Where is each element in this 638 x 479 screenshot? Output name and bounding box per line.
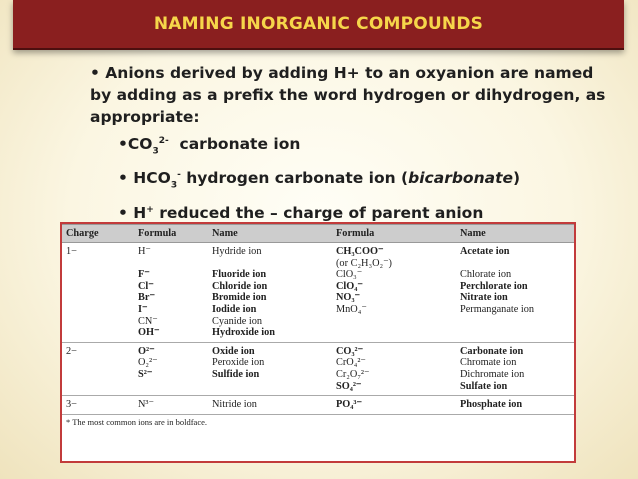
formula-cell: NO₃⁻ — [336, 292, 360, 304]
name-cell: Hydride ion — [212, 246, 262, 257]
formula-cell: F⁻ — [138, 269, 150, 281]
table-row — [62, 369, 574, 381]
name-cell: Perchlorate ion — [460, 280, 528, 292]
carbonate-bullet: $•CO_3^{2-}$ carbonate ion — [118, 135, 301, 157]
name-cell: Cyanide ion — [212, 315, 263, 327]
table-footnote: * The most common ions are in boldface. — [66, 416, 208, 427]
name-cell: Fluoride ion — [212, 269, 267, 281]
formula-cell: PO₄³⁻ — [332, 396, 456, 415]
charge-cell — [62, 327, 134, 342]
formula-cell: CH₃COO⁻ — [336, 246, 384, 257]
table-row — [62, 304, 574, 316]
formula-cell: CO₃²⁻ — [336, 345, 364, 357]
table-row — [62, 243, 574, 258]
charge-cell — [62, 381, 134, 396]
name-cell: Carbonate ion — [460, 345, 524, 357]
name-cell — [456, 258, 574, 270]
header-formula: Formula — [134, 225, 208, 243]
formula-cell — [134, 381, 208, 396]
table-row — [62, 269, 574, 281]
table-header — [62, 225, 574, 243]
table-row — [62, 396, 574, 415]
charge-cell — [62, 304, 134, 316]
formula-cell: Cr₂O₇²⁻ — [336, 368, 370, 380]
formula-cell: OH⁻ — [134, 327, 208, 342]
table-row — [62, 357, 574, 369]
name-cell — [456, 327, 574, 342]
name-cell: Bromide ion — [212, 292, 267, 304]
formula-cell: S²⁻ — [138, 368, 153, 380]
formula-cell: ClO₄⁻ — [336, 280, 363, 292]
header-charge: Charge — [62, 225, 134, 243]
table-row — [62, 292, 574, 304]
formula-cell: Cl⁻ — [138, 280, 154, 292]
table-row — [62, 316, 574, 328]
name-cell: Nitrate ion — [460, 292, 508, 304]
anion-table — [60, 222, 576, 463]
name-cell: Chlorate ion — [460, 269, 512, 281]
title-bar — [13, 0, 624, 50]
bicarbonate-bullet: • $HCO_3^-$ hydrogen carbonate ion (bicarbonate) — [118, 169, 521, 191]
table-row — [62, 342, 574, 357]
table-body — [62, 243, 574, 429]
charge-cell — [62, 292, 134, 304]
name-cell: Dichromate ion — [460, 368, 525, 380]
name-cell: Phosphate ion — [456, 396, 574, 415]
charge-group — [62, 342, 574, 395]
name-cell: Chloride ion — [212, 280, 268, 292]
name-cell: Chromate ion — [460, 357, 517, 369]
name-cell: Sulfate ion — [456, 381, 574, 396]
charge-cell — [62, 258, 134, 270]
formula-cell: (or C₂H₃O₂⁻) — [336, 257, 392, 269]
table-row — [62, 381, 574, 396]
formula-cell: SO₄²⁻ — [332, 381, 456, 396]
charge-group — [62, 396, 574, 415]
formula-cell: MnO₄⁻ — [336, 303, 367, 315]
charge-group — [62, 243, 574, 342]
name-cell — [208, 258, 332, 270]
header-name: Name — [208, 225, 332, 243]
table-row — [62, 281, 574, 293]
name-cell: Permanganate ion — [460, 303, 535, 315]
formula-cell: H⁻ — [138, 246, 151, 257]
name-cell: Nitride ion — [208, 396, 332, 415]
hydrogen-bullet: • H+ reduced the – charge of parent anion — [118, 203, 484, 222]
charge-cell — [62, 316, 134, 328]
charge-cell: 3− — [62, 396, 134, 415]
charge-cell — [62, 357, 134, 369]
formula-cell: O₂²⁻ — [138, 357, 158, 369]
slide-title: NAMING INORGANIC COMPOUNDS — [153, 14, 484, 34]
name-cell: Oxide ion — [212, 345, 255, 357]
bullet-list — [90, 62, 610, 224]
charge-cell — [62, 281, 134, 293]
table-row — [62, 327, 574, 342]
formula-cell: I⁻ — [138, 303, 148, 315]
name-cell — [456, 316, 574, 328]
name-cell: Sulfide ion — [212, 368, 260, 380]
formula-cell: CN⁻ — [138, 315, 158, 327]
formula-cell: N³⁻ — [134, 396, 208, 415]
table-row — [62, 258, 574, 270]
formula-cell — [332, 327, 456, 342]
formula-cell: CrO₄²⁻ — [336, 357, 366, 369]
formula-cell: ClO₃⁻ — [336, 269, 363, 281]
name-cell — [208, 381, 332, 396]
formula-cell — [134, 258, 208, 270]
name-cell: Peroxide ion — [212, 357, 265, 369]
header-name-2: Name — [456, 225, 574, 243]
header-formula-2: Formula — [332, 225, 456, 243]
formula-cell: O²⁻ — [138, 345, 155, 357]
formula-cell — [332, 316, 456, 328]
charge-cell — [62, 269, 134, 281]
charge-cell — [62, 369, 134, 381]
formula-cell: Br⁻ — [138, 292, 155, 304]
name-cell: Iodide ion — [212, 303, 257, 315]
name-cell: Acetate ion — [460, 246, 510, 257]
name-cell: Hydroxide ion — [208, 327, 332, 342]
charge-cell: 2− — [66, 345, 77, 357]
intro-bullet: • Anions derived by adding H+ to an oxyanion are named by adding as a prefix the word hydrogen or dihydrogen, as appropriate: — [90, 64, 606, 126]
charge-cell: 1− — [66, 246, 77, 257]
